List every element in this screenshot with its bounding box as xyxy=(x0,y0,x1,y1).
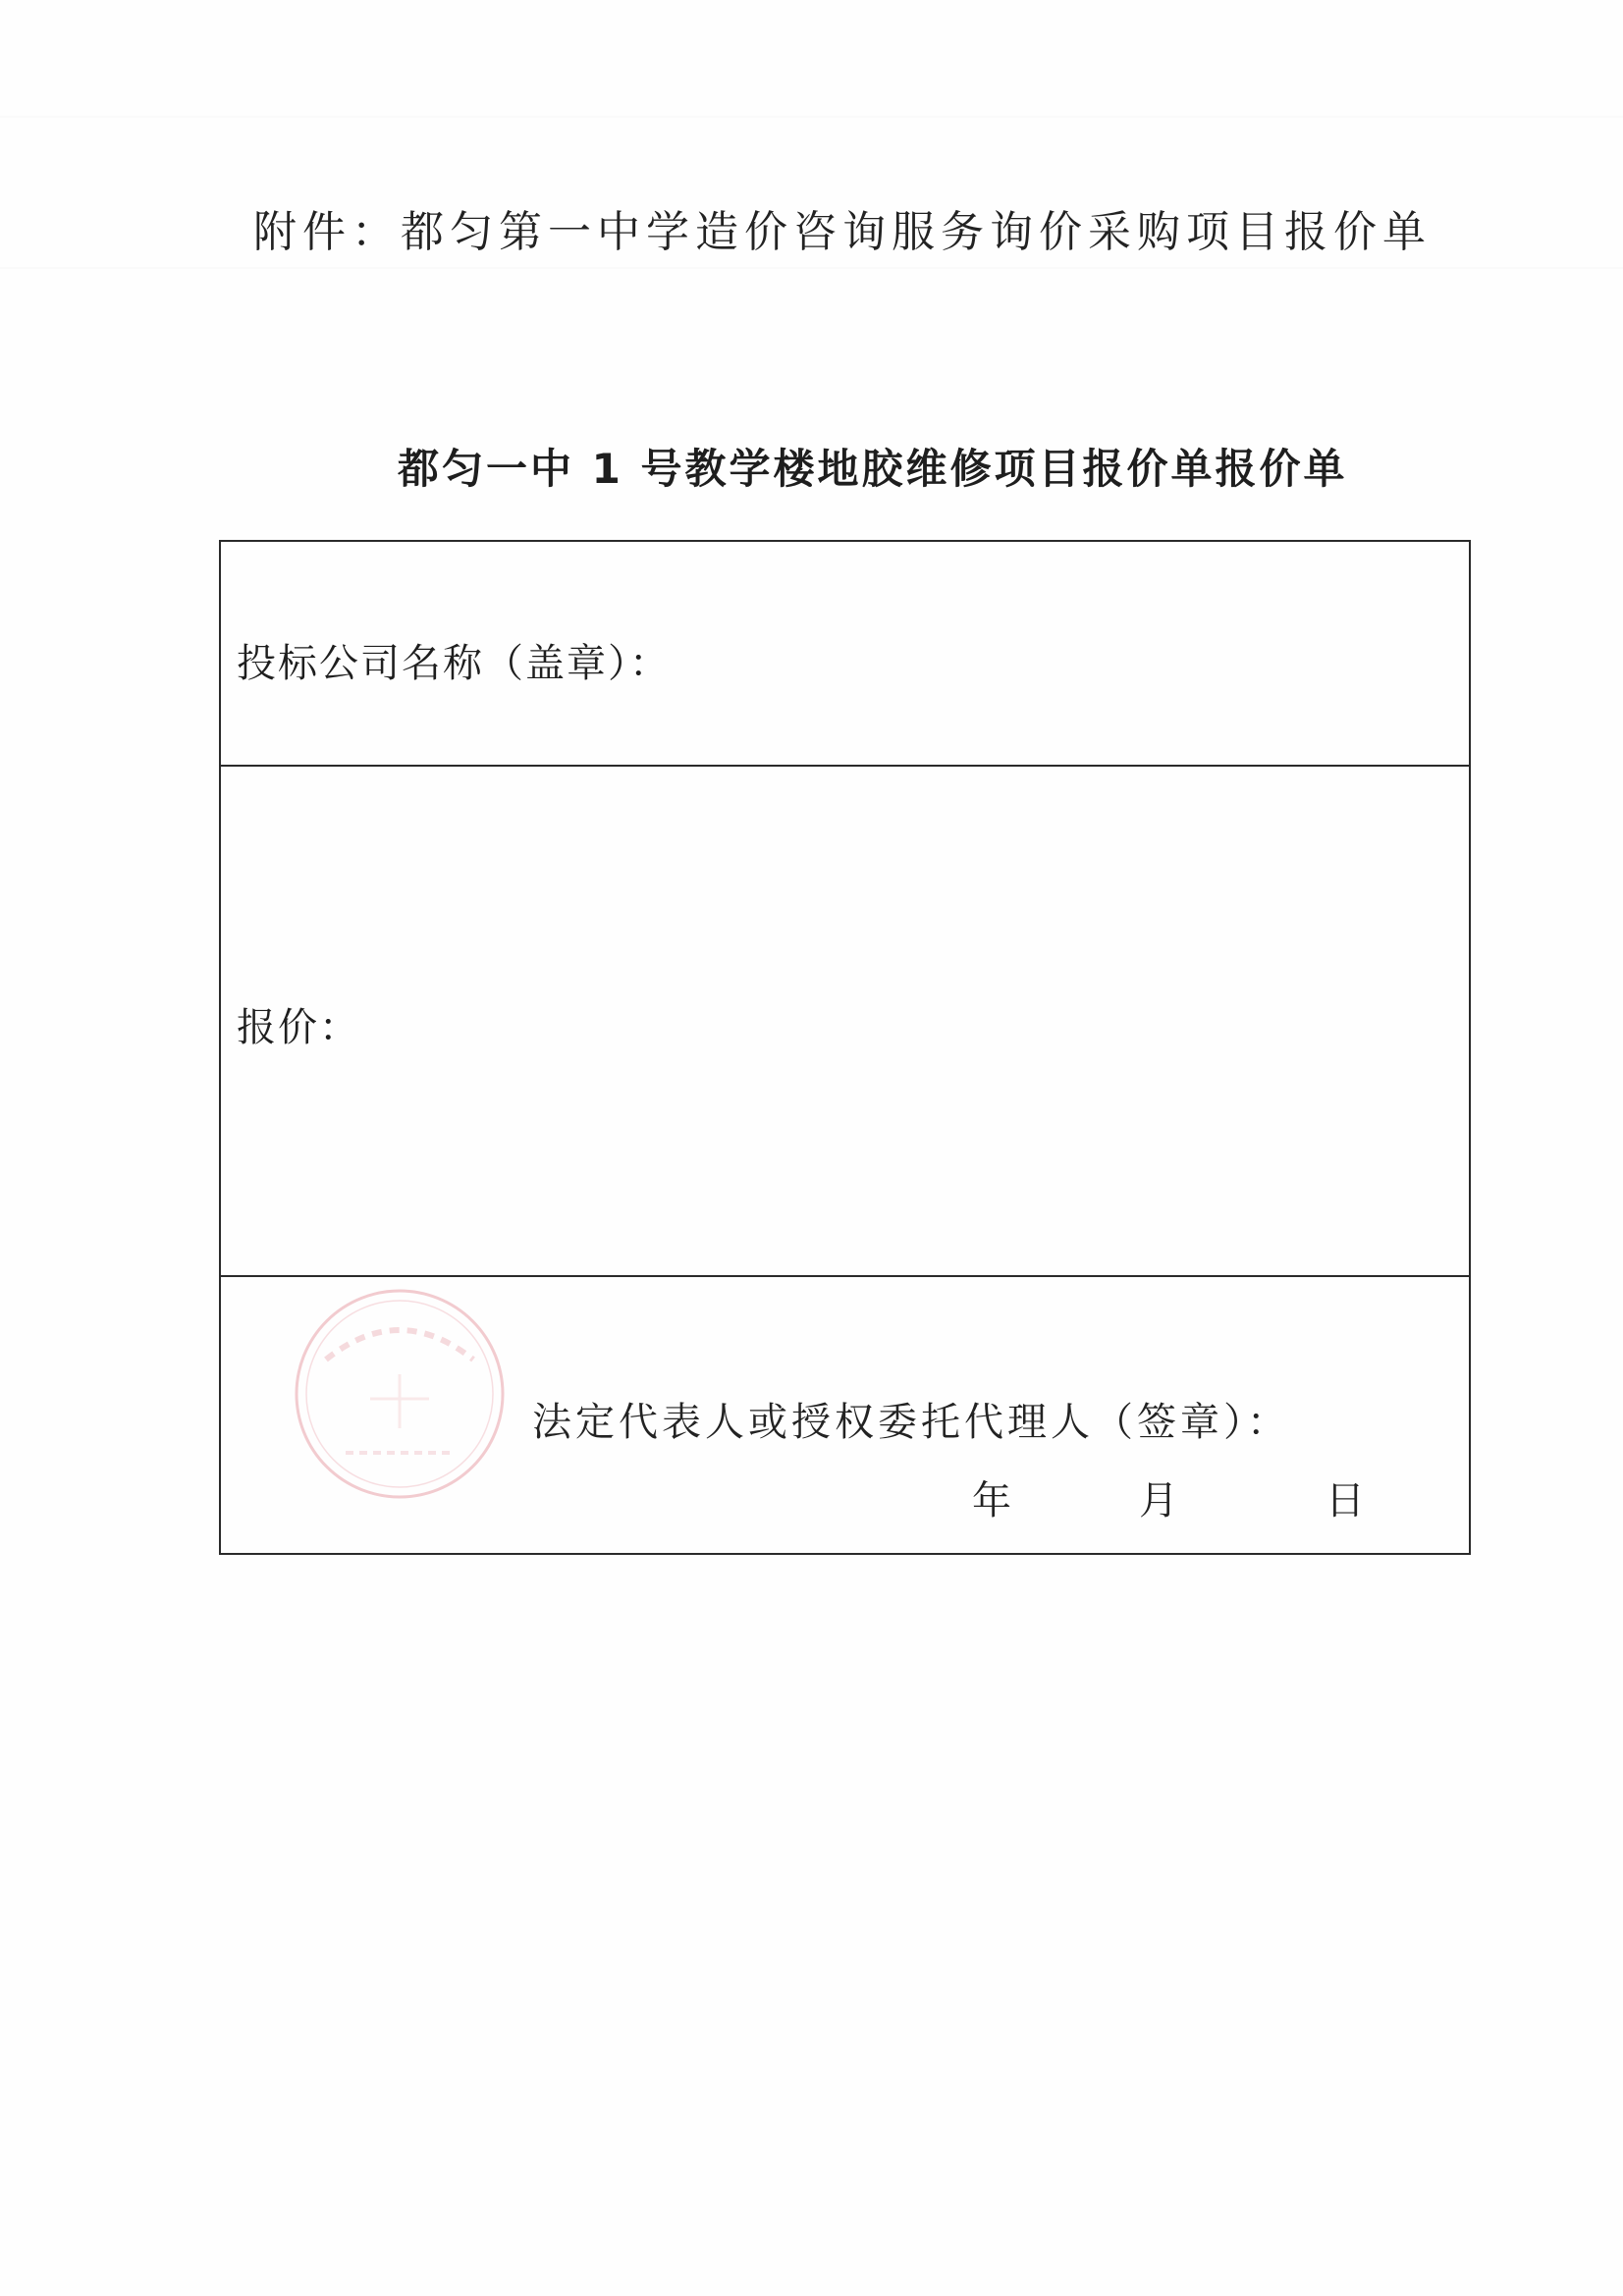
date-day-label: 日 xyxy=(1325,1478,1365,1523)
price-row xyxy=(221,767,1469,1277)
company-row xyxy=(221,542,1469,767)
company-name-label: 投标公司名称（盖章）： xyxy=(237,641,671,686)
date-year-label: 年 xyxy=(972,1478,1011,1523)
price-label: 报价： xyxy=(237,1005,360,1050)
quotation-table xyxy=(219,540,1471,1555)
attachment-title: 附件：都匀第一中学造价咨询服务询价采购项目报价单 xyxy=(253,207,1432,257)
scan-artifact xyxy=(0,116,1623,118)
scan-artifact xyxy=(0,267,1623,269)
signatory-label: 法定代表人或授权委托代理人（签章）： xyxy=(532,1400,1290,1445)
date-month-label: 月 xyxy=(1139,1478,1178,1523)
form-title: 都匀一中 1 号教学楼地胶维修项目报价单报价单 xyxy=(398,445,1348,493)
signature-row xyxy=(221,1277,1469,1555)
seal-stamp-icon xyxy=(287,1281,513,1507)
